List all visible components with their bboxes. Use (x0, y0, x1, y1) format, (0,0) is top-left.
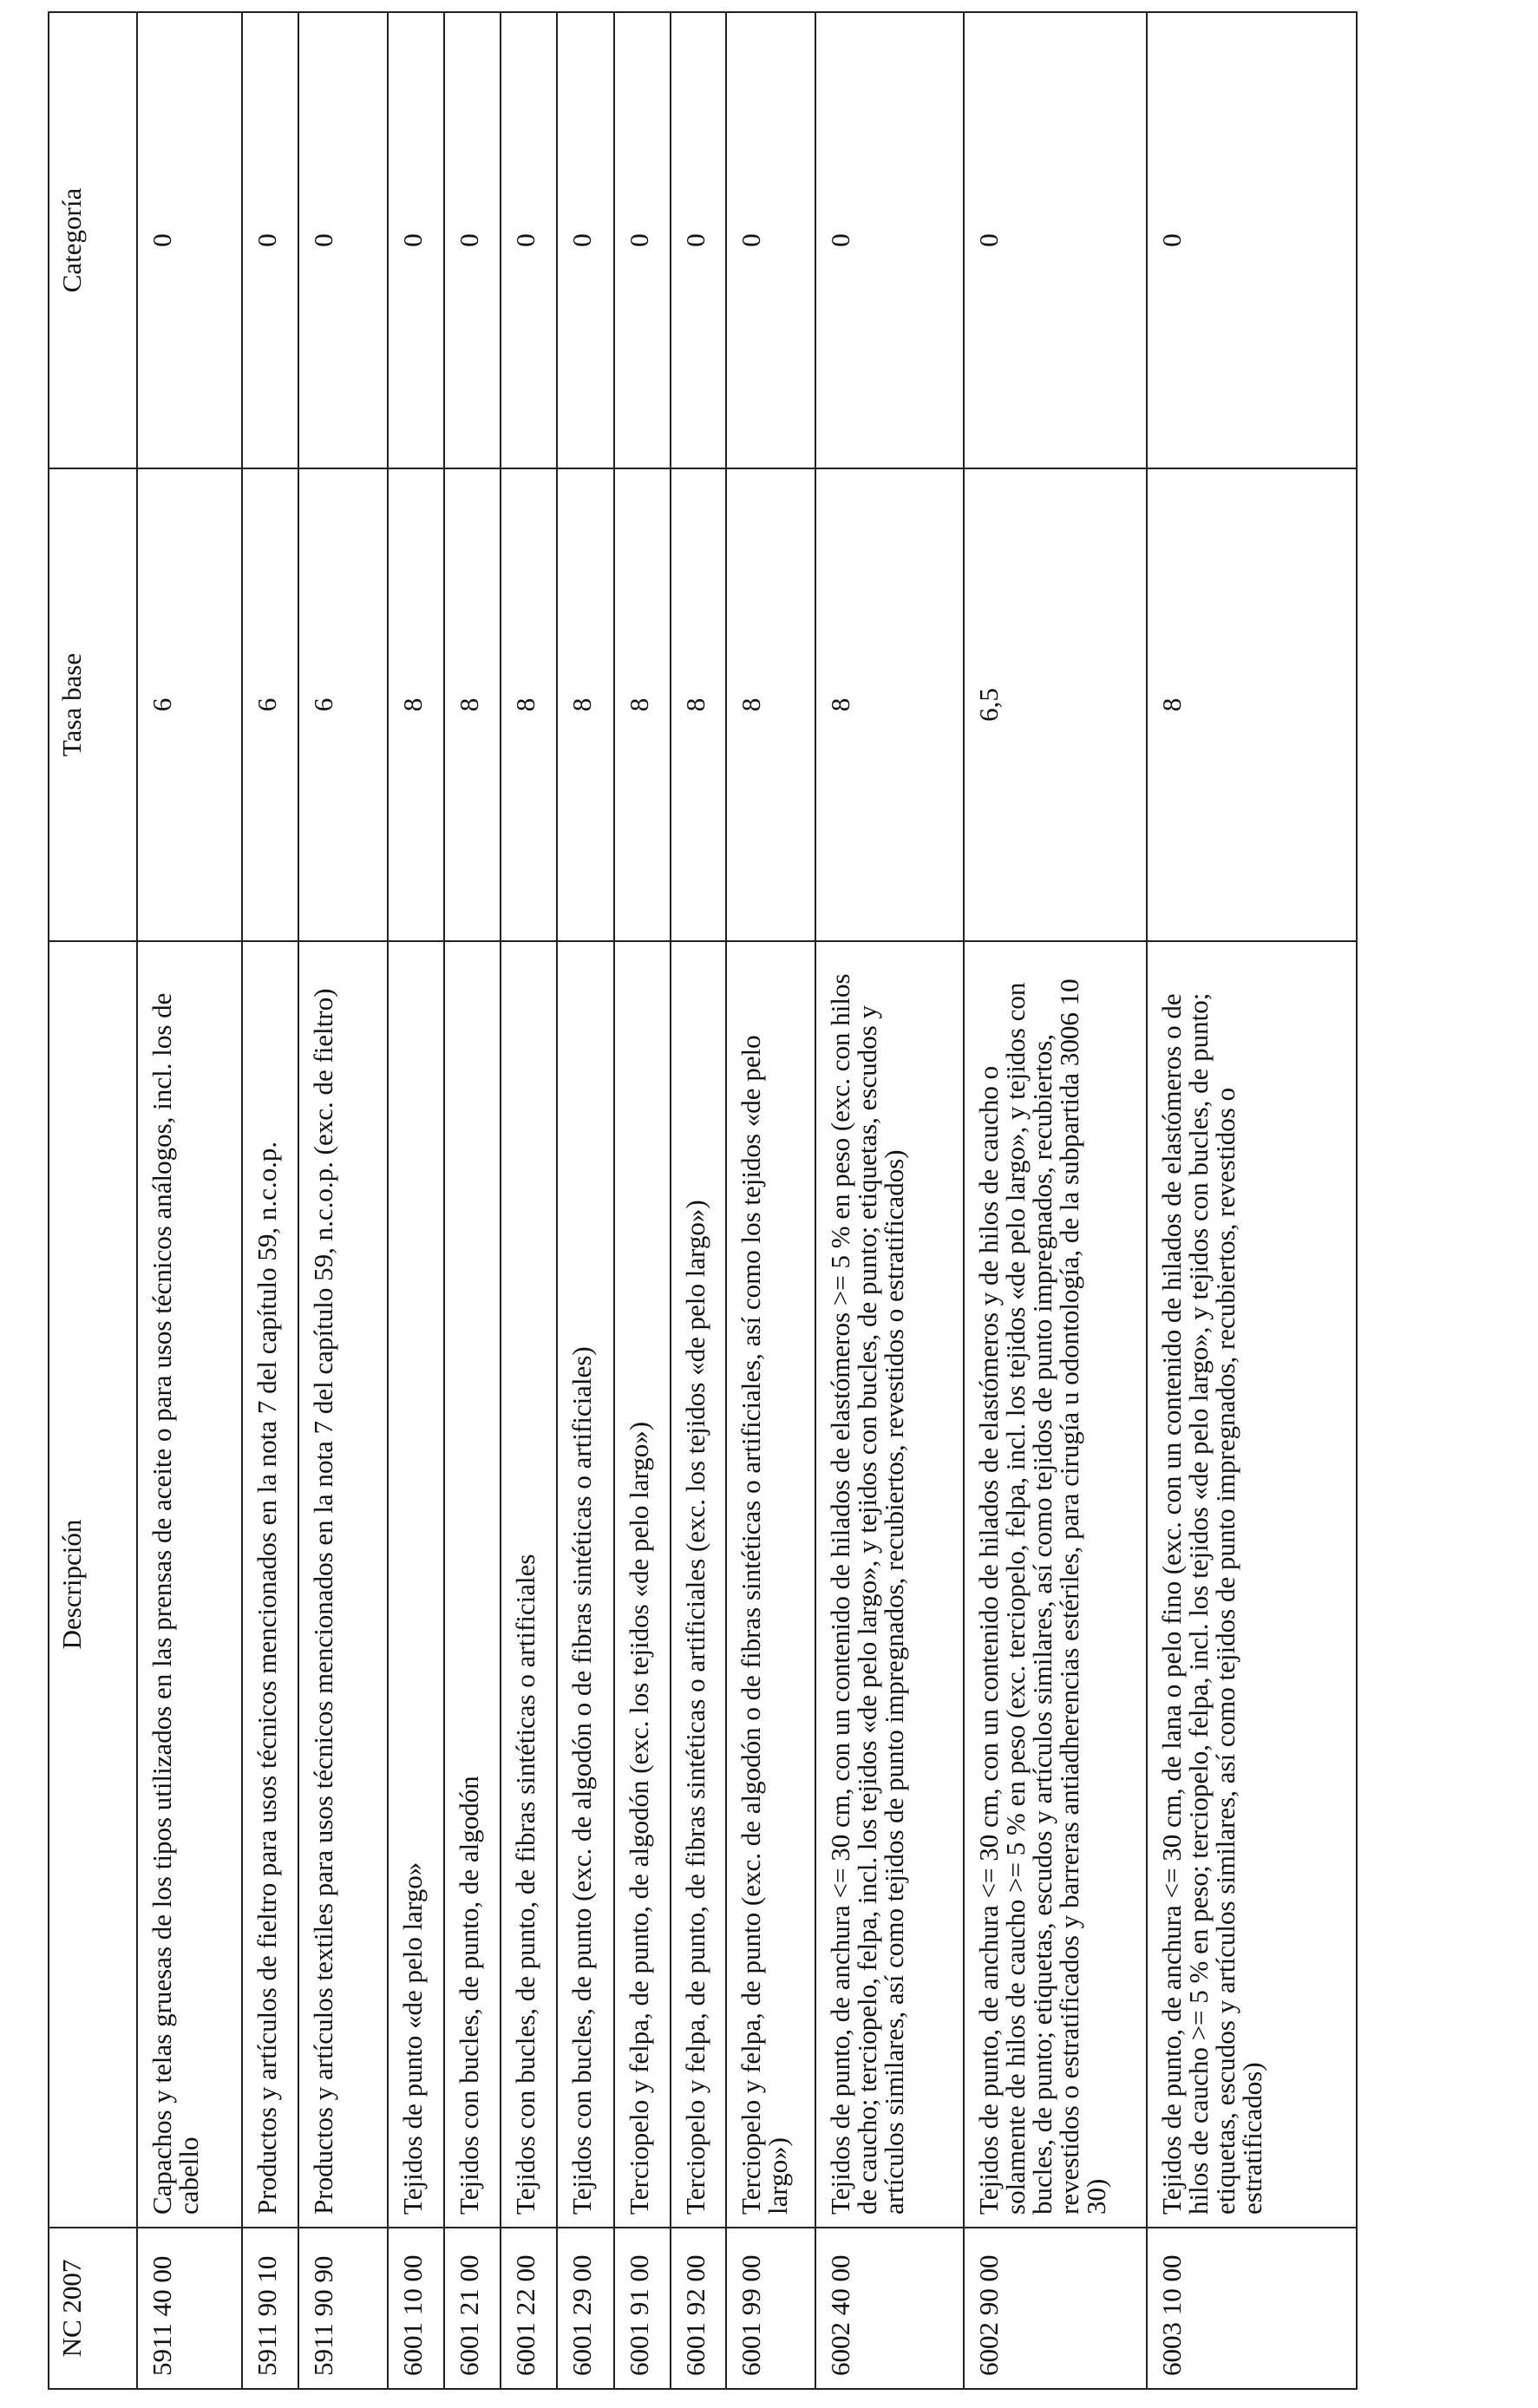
cell-description: Terciopelo y felpa, de punto, de fibras sintéticas o artificiales (exc. los tejidos «de pelo largo») (671, 941, 726, 2228)
cell-code: 6003 10 00 (1147, 2228, 1357, 2389)
cell-category: 0 (671, 12, 726, 468)
cell-rate: 8 (444, 468, 501, 941)
table-row (242, 12, 298, 2389)
cell-rate: 8 (501, 468, 557, 941)
cell-code: 6001 22 00 (501, 2228, 557, 2389)
cell-description: Terciopelo y felpa, de punto (exc. de algodón o de fibras sintéticas o artificiales, así como los tejidos «de pelo largo») (726, 941, 815, 2228)
cell-rate: 8 (557, 468, 613, 941)
cell-code: 5911 90 90 (298, 2228, 387, 2389)
cell-rate: 6 (298, 468, 387, 941)
header-rate: Tasa base (49, 468, 137, 941)
cell-category: 0 (137, 12, 242, 468)
cell-category: 0 (815, 12, 965, 468)
cell-description: Capachos y telas gruesas de los tipos utilizados en las prensas de aceite o para usos técnicos análogos, incl. los de cabello (137, 941, 242, 2228)
cell-category: 0 (444, 12, 501, 468)
cell-rate: 8 (1147, 468, 1357, 941)
cell-category: 0 (964, 12, 1146, 468)
cell-rate: 6 (242, 468, 298, 941)
table-row (444, 12, 501, 2389)
rotated-page (48, 13, 1358, 2390)
cell-description: Tejidos de punto, de anchura <= 30 cm, de lana o pelo fino (exc. con un contenido de hilados de elastómeros o de hilos de caucho >= 5 % en peso; terciopelo, felpa, incl. los tejidos «de pelo largo», y tejidos con bucles, de punto; etiquetas, escudos y artículos similares, así como tejidos de punto impregnados, recubiertos, revestidos o estratificados) (1147, 941, 1357, 2228)
cell-rate: 6,5 (964, 468, 1146, 941)
cell-description: Tejidos con bucles, de punto, de fibras sintéticas o artificiales (501, 941, 557, 2228)
cell-rate: 8 (671, 468, 726, 941)
cell-code: 6001 29 00 (557, 2228, 613, 2389)
cell-description: Tejidos de punto, de anchura <= 30 cm, con un contenido de hilados de elastómeros y de hilos de caucho o solamente de hilos de caucho >= 5 % en peso (exc. terciopelo, felpa, incl. los tejidos «de pelo largo», y tejidos con bucles, de punto; etiquetas, escudos y artículos similares, así como tejidos de punto impregnados, recubiertos, revestidos o estratificados y barreras antiadherencias estériles, para cirugía u odontología, de la subpartida 3006 10 30) (964, 941, 1146, 2228)
table-row (1147, 12, 1357, 2389)
cell-category: 0 (726, 12, 815, 468)
table-row (557, 12, 613, 2389)
table-row (298, 12, 387, 2389)
cell-description: Terciopelo y felpa, de punto, de algodón (exc. los tejidos «de pelo largo») (614, 941, 671, 2228)
cell-code: 6001 10 00 (388, 2228, 444, 2389)
cell-rate: 8 (614, 468, 671, 941)
table-row (815, 12, 965, 2389)
cell-rate: 8 (726, 468, 815, 941)
cell-category: 0 (298, 12, 387, 468)
cell-code: 6001 91 00 (614, 2228, 671, 2389)
cell-category: 0 (614, 12, 671, 468)
cell-category: 0 (557, 12, 613, 468)
cell-code: 5911 90 10 (242, 2228, 298, 2389)
cell-category: 0 (1147, 12, 1357, 468)
cell-rate: 8 (388, 468, 444, 941)
cell-category: 0 (388, 12, 444, 468)
cell-description: Tejidos con bucles, de punto, de algodón (444, 941, 501, 2228)
cell-code: 6002 40 00 (815, 2228, 965, 2389)
table-row (614, 12, 671, 2389)
cell-description: Productos y artículos textiles para usos técnicos mencionados en la nota 7 del capítulo 59, n.c.o.p. (exc. de fieltro) (298, 941, 387, 2228)
cell-code: 6001 21 00 (444, 2228, 501, 2389)
cell-rate: 6 (137, 468, 242, 941)
cell-description: Productos y artículos de fieltro para usos técnicos mencionados en la nota 7 del capítulo 59, n.c.o.p. (242, 941, 298, 2228)
header-row (49, 12, 137, 2389)
table-row (388, 12, 444, 2389)
tariff-table (48, 11, 1358, 2390)
cell-code: 5911 40 00 (137, 2228, 242, 2389)
header-category: Categoría (49, 12, 137, 468)
cell-category: 0 (501, 12, 557, 468)
table-row (501, 12, 557, 2389)
table-row (137, 12, 242, 2389)
cell-rate: 8 (815, 468, 965, 941)
table-row (671, 12, 726, 2389)
cell-description: Tejidos de punto «de pelo largo» (388, 941, 444, 2228)
header-code: NC 2007 (49, 2228, 137, 2389)
cell-category: 0 (242, 12, 298, 468)
table-row (964, 12, 1146, 2389)
cell-code: 6001 99 00 (726, 2228, 815, 2389)
header-description: Descripción (49, 941, 137, 2228)
cell-code: 6001 92 00 (671, 2228, 726, 2389)
cell-description: Tejidos de punto, de anchura <= 30 cm, con un contenido de hilados de elastómeros >= 5 % en peso (exc. con hilos de caucho; terciopelo, felpa, incl. los tejidos «de pelo largo», y tejidos con bucles, de punto; etiquetas, escudos y artículos similares, así como tejidos de punto impregnados, recubiertos, revestidos o estratificados) (815, 941, 965, 2228)
cell-description: Tejidos con bucles, de punto (exc. de algodón o de fibras sintéticas o artificiales) (557, 941, 613, 2228)
table-row (726, 12, 815, 2389)
cell-code: 6002 90 00 (964, 2228, 1146, 2389)
